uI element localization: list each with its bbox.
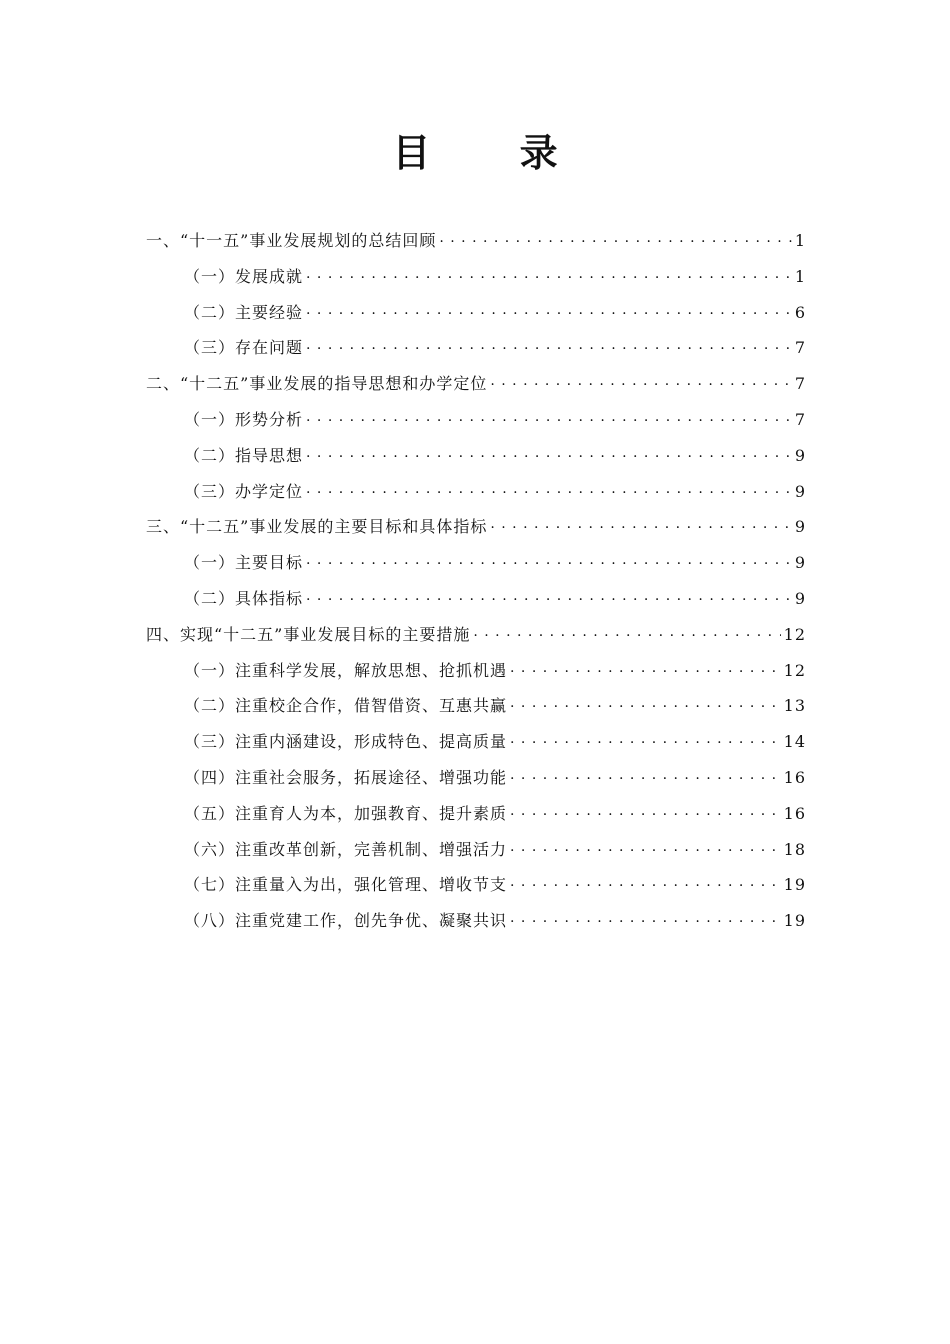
table-of-contents [146, 228, 806, 944]
toc-page-number: 9 [794, 517, 806, 537]
toc-entry-label: （四）注重社会服务，拓展途径、增强功能 [184, 767, 508, 787]
toc-page-number: 9 [794, 553, 806, 573]
toc-page-number: 18 [783, 839, 806, 859]
toc-subsection-entry[interactable] [146, 837, 806, 873]
toc-entry-label: （三）注重内涵建设，形成特色、提高质量 [184, 732, 508, 752]
toc-entry-label: 一、“十一五”事业发展规划的总结回顾 [146, 231, 437, 250]
dot-leader [490, 373, 791, 389]
toc-subsection-entry[interactable] [146, 479, 806, 515]
dot-leader [490, 516, 791, 532]
dot-leader [306, 266, 792, 282]
dot-leader [306, 337, 792, 353]
toc-page-number: 1 [794, 231, 806, 250]
toc-page-number: 14 [783, 732, 806, 752]
dot-leader [510, 839, 781, 855]
toc-entry-label: （一）注重科学发展，解放思想、抢抓机遇 [184, 660, 508, 680]
toc-page-number: 9 [794, 481, 806, 501]
dot-leader [473, 624, 780, 640]
toc-page-number: 19 [783, 875, 806, 895]
toc-page-number: 9 [794, 445, 806, 465]
toc-page-number: 12 [783, 660, 806, 680]
toc-section-entry[interactable] [146, 622, 806, 658]
toc-page-number: 6 [794, 302, 806, 322]
toc-section-entry[interactable] [146, 228, 806, 264]
toc-subsection-entry[interactable] [146, 300, 806, 336]
dot-leader [306, 302, 792, 318]
toc-entry-label: （三）办学定位 [184, 481, 304, 501]
toc-subsection-entry[interactable] [146, 550, 806, 586]
toc-entry-label: （五）注重育人为本，加强教育、提升素质 [184, 803, 508, 823]
toc-entry-label: 二、“十二五”事业发展的指导思想和办学定位 [146, 374, 488, 394]
dot-leader [510, 910, 781, 926]
dot-leader [510, 660, 781, 676]
toc-entry-label: （三）存在问题 [184, 338, 304, 358]
toc-entry-label: （一）发展成就 [184, 266, 304, 286]
toc-section-entry[interactable] [146, 371, 806, 407]
dot-leader [510, 695, 781, 711]
toc-subsection-entry[interactable] [146, 586, 806, 622]
toc-entry-label: （二）主要经验 [184, 302, 304, 322]
dot-leader [306, 445, 792, 461]
toc-page-number: 16 [783, 803, 806, 823]
toc-entry-label: 三、“十二五”事业发展的主要目标和具体指标 [146, 517, 488, 537]
toc-page-number: 9 [794, 588, 806, 608]
toc-subsection-entry[interactable] [146, 801, 806, 837]
toc-subsection-entry[interactable] [146, 693, 806, 729]
toc-entry-label: （六）注重改革创新，完善机制、增强活力 [184, 839, 508, 859]
toc-page-number: 7 [794, 374, 806, 394]
toc-subsection-entry[interactable] [146, 908, 806, 944]
toc-page-number: 19 [783, 911, 806, 931]
toc-subsection-entry[interactable] [146, 443, 806, 479]
toc-subsection-entry[interactable] [146, 872, 806, 908]
toc-entry-label: 四、实现“十二五”事业发展目标的主要措施 [146, 624, 471, 644]
dot-leader [306, 588, 792, 604]
toc-page-number: 12 [783, 624, 806, 644]
toc-subsection-entry[interactable] [146, 407, 806, 443]
dot-leader [510, 874, 781, 890]
dot-leader [510, 767, 781, 783]
dot-leader [306, 552, 792, 568]
toc-page-number: 1 [794, 266, 806, 286]
toc-entry-label: （二）具体指标 [184, 588, 304, 608]
toc-entry-label: （二）指导思想 [184, 445, 304, 465]
toc-subsection-entry[interactable] [146, 335, 806, 371]
toc-entry-label: （八）注重党建工作，创先争优、凝聚共识 [184, 911, 508, 931]
toc-entry-label: （一）主要目标 [184, 553, 304, 573]
toc-subsection-entry[interactable] [146, 729, 806, 765]
toc-subsection-entry[interactable] [146, 658, 806, 694]
toc-entry-label: （一）形势分析 [184, 409, 304, 429]
dot-leader [510, 803, 781, 819]
toc-entry-label: （二）注重校企合作，借智借资、互惠共赢 [184, 696, 508, 716]
dot-leader [439, 230, 791, 246]
dot-leader [306, 481, 792, 497]
toc-subsection-entry[interactable] [146, 264, 806, 300]
toc-page-number: 7 [794, 409, 806, 429]
toc-page-number: 13 [783, 696, 806, 716]
page-title: 目 录 [392, 131, 596, 175]
toc-page-number: 16 [783, 767, 806, 787]
toc-entry-label: （七）注重量入为出，强化管理、增收节支 [184, 875, 508, 895]
toc-page-number: 7 [794, 338, 806, 358]
toc-section-entry[interactable] [146, 514, 806, 550]
toc-subsection-entry[interactable] [146, 765, 806, 801]
dot-leader [510, 731, 781, 747]
dot-leader [306, 409, 792, 425]
